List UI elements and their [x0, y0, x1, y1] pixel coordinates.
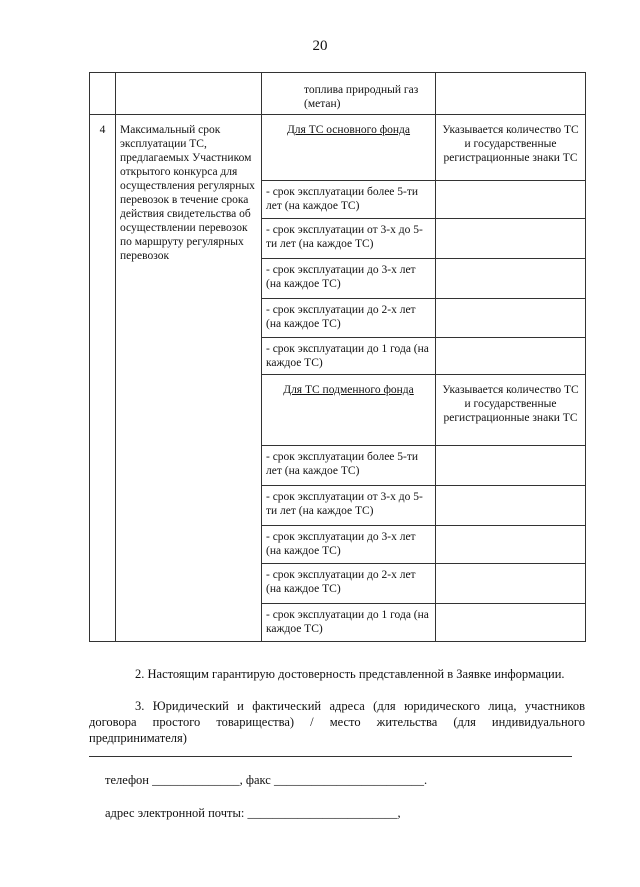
section-description-reserve: Указывается количество ТС и государственные регистрационные знаки ТС — [436, 375, 586, 446]
value-cell — [436, 486, 586, 526]
term-cell: - срок эксплуатации более 5-ти лет (на каждое ТС) — [262, 446, 436, 486]
table-row — [90, 73, 586, 115]
section-heading-main: Для ТС основного фонда — [262, 115, 436, 181]
section-heading-reserve: Для ТС подменного фонда — [262, 375, 436, 446]
page-number: 20 — [312, 38, 328, 54]
paragraph-addresses: 3. Юридический и фактический адреса (для юридического лица, участников договора простого товарищества) / место жительства (для индивидуального предпринимателя) — [89, 699, 585, 745]
paragraph-guarantee: 2. Настоящим гарантирую достоверность представленной в Заявке информации. — [135, 667, 565, 681]
value-cell — [436, 338, 586, 375]
fuel-cell: топлива природный газ (метан) — [262, 73, 436, 115]
value-cell — [436, 446, 586, 486]
term-cell: - срок эксплуатации до 2-х лет (на каждое ТС) — [262, 299, 436, 338]
value-cell — [436, 219, 586, 259]
item-number: 4 — [90, 115, 116, 642]
value-cell — [436, 259, 586, 299]
value-cell — [436, 526, 586, 564]
term-cell: - срок эксплуатации до 1 года (на каждое ТС) — [262, 338, 436, 375]
term-cell: - срок эксплуатации до 3-х лет (на каждое ТС) — [262, 259, 436, 299]
term-cell: - срок эксплуатации более 5-ти лет (на каждое ТС) — [262, 181, 436, 219]
address-input-line — [89, 756, 572, 757]
email-line: адрес электронной почты: ________________________, — [105, 806, 401, 820]
table-row — [90, 115, 586, 181]
value-cell — [436, 564, 586, 604]
value-cell — [436, 181, 586, 219]
term-cell: - срок эксплуатации от 3-х до 5-ти лет (на каждое ТС) — [262, 486, 436, 526]
criteria-table — [89, 72, 586, 642]
phone-fax-line: телефон ______________, факс ________________________. — [105, 773, 428, 787]
term-cell: - срок эксплуатации от 3-х до 5-ти лет (на каждое ТС) — [262, 219, 436, 259]
term-cell: - срок эксплуатации до 3-х лет (на каждое ТС) — [262, 526, 436, 564]
table-cell — [436, 73, 586, 115]
value-cell — [436, 604, 586, 642]
term-cell: - срок эксплуатации до 2-х лет (на каждое ТС) — [262, 564, 436, 604]
value-cell — [436, 299, 586, 338]
term-cell: - срок эксплуатации до 1 года (на каждое ТС) — [262, 604, 436, 642]
table-cell — [90, 73, 116, 115]
section-description-main: Указывается количество ТС и государственные регистрационные знаки ТС — [436, 115, 586, 181]
table-cell — [116, 73, 262, 115]
criterion-text: Максимальный срок эксплуатации ТС, предлагаемых Участником открытого конкурса для осуществления регулярных перевозок в течение срока действия свидетельства об осуществлении перевозок по маршруту регулярных перевозок — [116, 115, 262, 642]
